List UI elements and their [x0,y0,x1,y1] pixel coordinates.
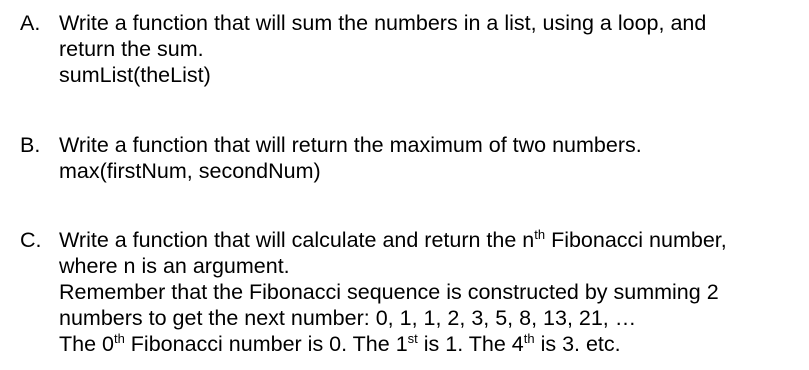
text-line: Write a function that will return the maximum of two numbers. [59,133,642,157]
text-line [59,227,805,253]
text-line: return the sum. [59,37,204,61]
item-text [59,10,805,88]
text-run: is 3. etc. [534,332,621,356]
item-text [59,132,805,184]
text-run: is 1. The 4 [417,332,524,356]
text-line: where n is an argument. [59,254,290,278]
function-signature: max(firstNum, secondNum) [59,159,321,183]
text-line: numbers to get the next number: 0, 1, 1, 2, 3, 5, 8, 13, 21, … [59,306,637,330]
text-run: Write a function that will calculate and return the n [59,228,535,252]
text-line: Write a function that will sum the numbers in a list, using a loop, and [59,11,707,35]
list-marker: A. [20,11,41,35]
superscript: st [407,331,418,346]
superscript: th [523,331,535,346]
superscript: th [113,331,125,346]
superscript: th [534,227,546,242]
function-signature: sumList(theList) [59,63,211,87]
list-marker: B. [20,133,41,157]
text-line: Remember that the Fibonacci sequence is constructed by summing 2 [59,280,719,304]
text-run: Fibonacci number is 0. The 1 [124,332,408,356]
item-text [59,227,805,357]
text-run: Fibonacci number, [545,228,727,252]
text-line [59,331,805,357]
list-marker: C. [20,228,42,252]
text-run: The 0 [59,332,114,356]
